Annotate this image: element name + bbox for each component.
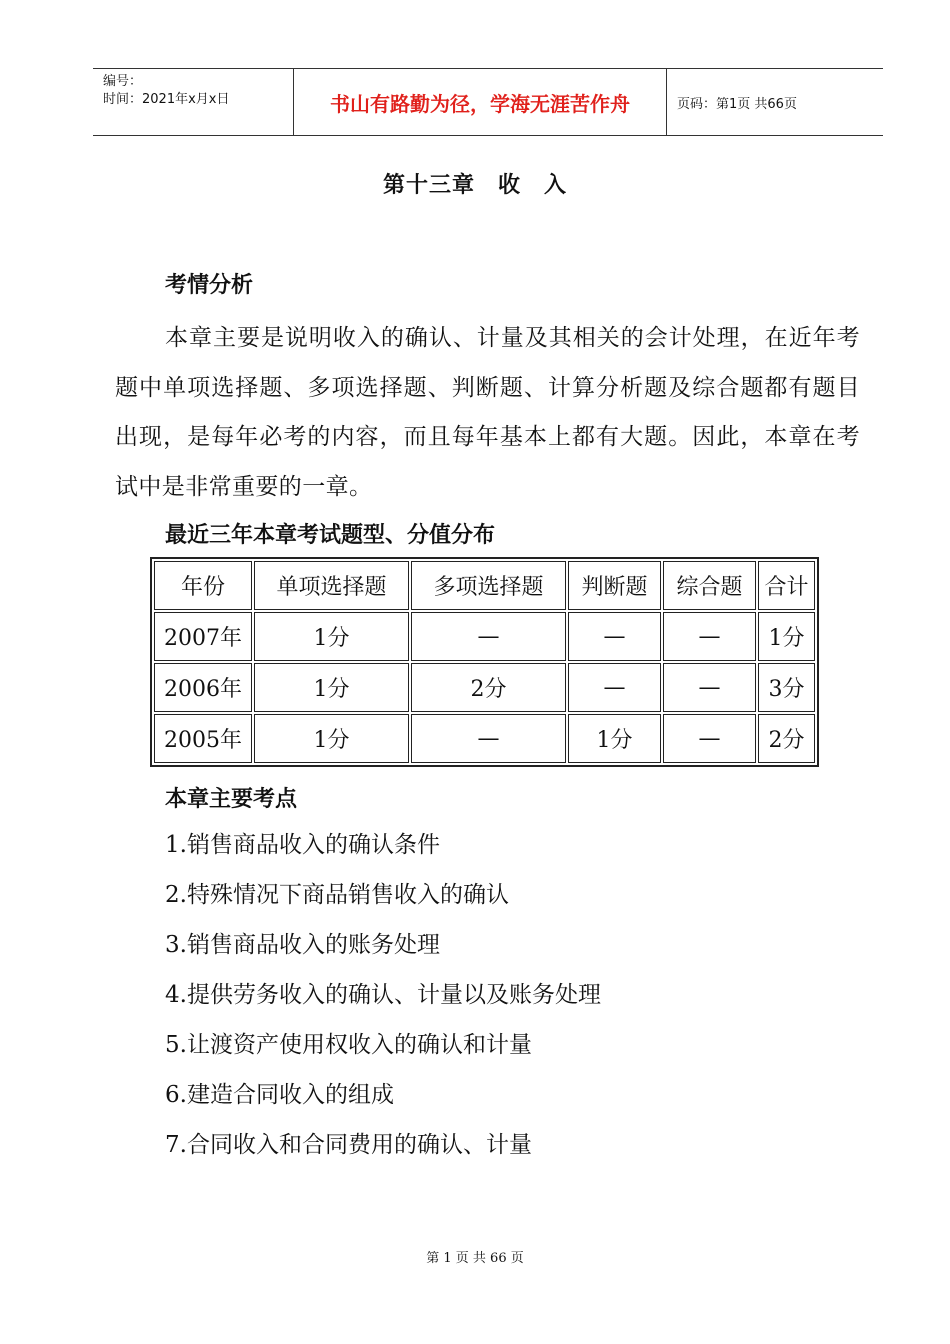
- distribution-heading: 最近三年本章考试题型、分值分布: [165, 523, 496, 548]
- list-item: 7.合同收入和合同费用的确认、计量: [165, 1132, 532, 1158]
- table-cell: —: [411, 714, 566, 763]
- table-cell: —: [663, 714, 756, 763]
- table-cell: 1分: [254, 714, 409, 763]
- analysis-paragraph: 本章主要是说明收入的确认、计量及其相关的会计处理，在近年考题中单项选择题、多项选择题、判断题、计算分析题及综合题都有题目出现，是每年必考的内容，而且每年基本上都有大题。因此，本章在考试中是非常重要的一章。: [115, 325, 860, 500]
- table-cell: —: [663, 663, 756, 712]
- column-header: 单项选择题: [254, 561, 409, 610]
- list-item: 1.销售商品收入的确认条件: [165, 832, 440, 858]
- table-cell: —: [568, 663, 661, 712]
- column-header: 综合题: [663, 561, 756, 610]
- table-row: [154, 612, 815, 661]
- table-cell: —: [568, 612, 661, 661]
- column-header: 合计: [758, 561, 815, 610]
- list-item: 2.特殊情况下商品销售收入的确认: [165, 882, 509, 908]
- distribution-table: [150, 557, 819, 767]
- key-points-list: [165, 820, 601, 1170]
- table-cell: 1分: [254, 612, 409, 661]
- page-header: [93, 68, 883, 136]
- page-footer: 第 1 页 共 66 页: [426, 1251, 524, 1266]
- table-cell: 1分: [758, 612, 815, 661]
- column-header: 判断题: [568, 561, 661, 610]
- list-item: 6.建造合同收入的组成: [165, 1082, 394, 1108]
- list-item: 3.销售商品收入的账务处理: [165, 932, 440, 958]
- list-item: 5.让渡资产使用权收入的确认和计量: [165, 1032, 532, 1058]
- table-cell: —: [663, 612, 756, 661]
- time-label: 时间：2021年x月x日: [103, 92, 230, 107]
- analysis-heading: 考情分析: [165, 273, 254, 298]
- header-info: [93, 69, 294, 135]
- table-cell: 2分: [411, 663, 566, 712]
- table-row: [154, 663, 815, 712]
- table-header-row: [154, 561, 815, 610]
- number-label: 编号：: [103, 74, 143, 89]
- table-cell: 2007年: [154, 612, 252, 661]
- table-row: [154, 714, 815, 763]
- key-points-heading: 本章主要考点: [165, 787, 298, 812]
- table-cell: —: [411, 612, 566, 661]
- motto: 书山有路勤为径，学海无涯苦作舟: [294, 69, 667, 135]
- table-cell: 2006年: [154, 663, 252, 712]
- list-item: 4.提供劳务收入的确认、计量以及账务处理: [165, 982, 601, 1008]
- table-cell: 2005年: [154, 714, 252, 763]
- page-label: 页码：第1页 共66页: [677, 96, 797, 112]
- table-cell: 3分: [758, 663, 815, 712]
- table-cell: 1分: [568, 714, 661, 763]
- column-header: 多项选择题: [411, 561, 566, 610]
- table-cell: 2分: [758, 714, 815, 763]
- table-cell: 1分: [254, 663, 409, 712]
- column-header: 年份: [154, 561, 252, 610]
- chapter-title: 第十三章 收 入: [382, 173, 567, 198]
